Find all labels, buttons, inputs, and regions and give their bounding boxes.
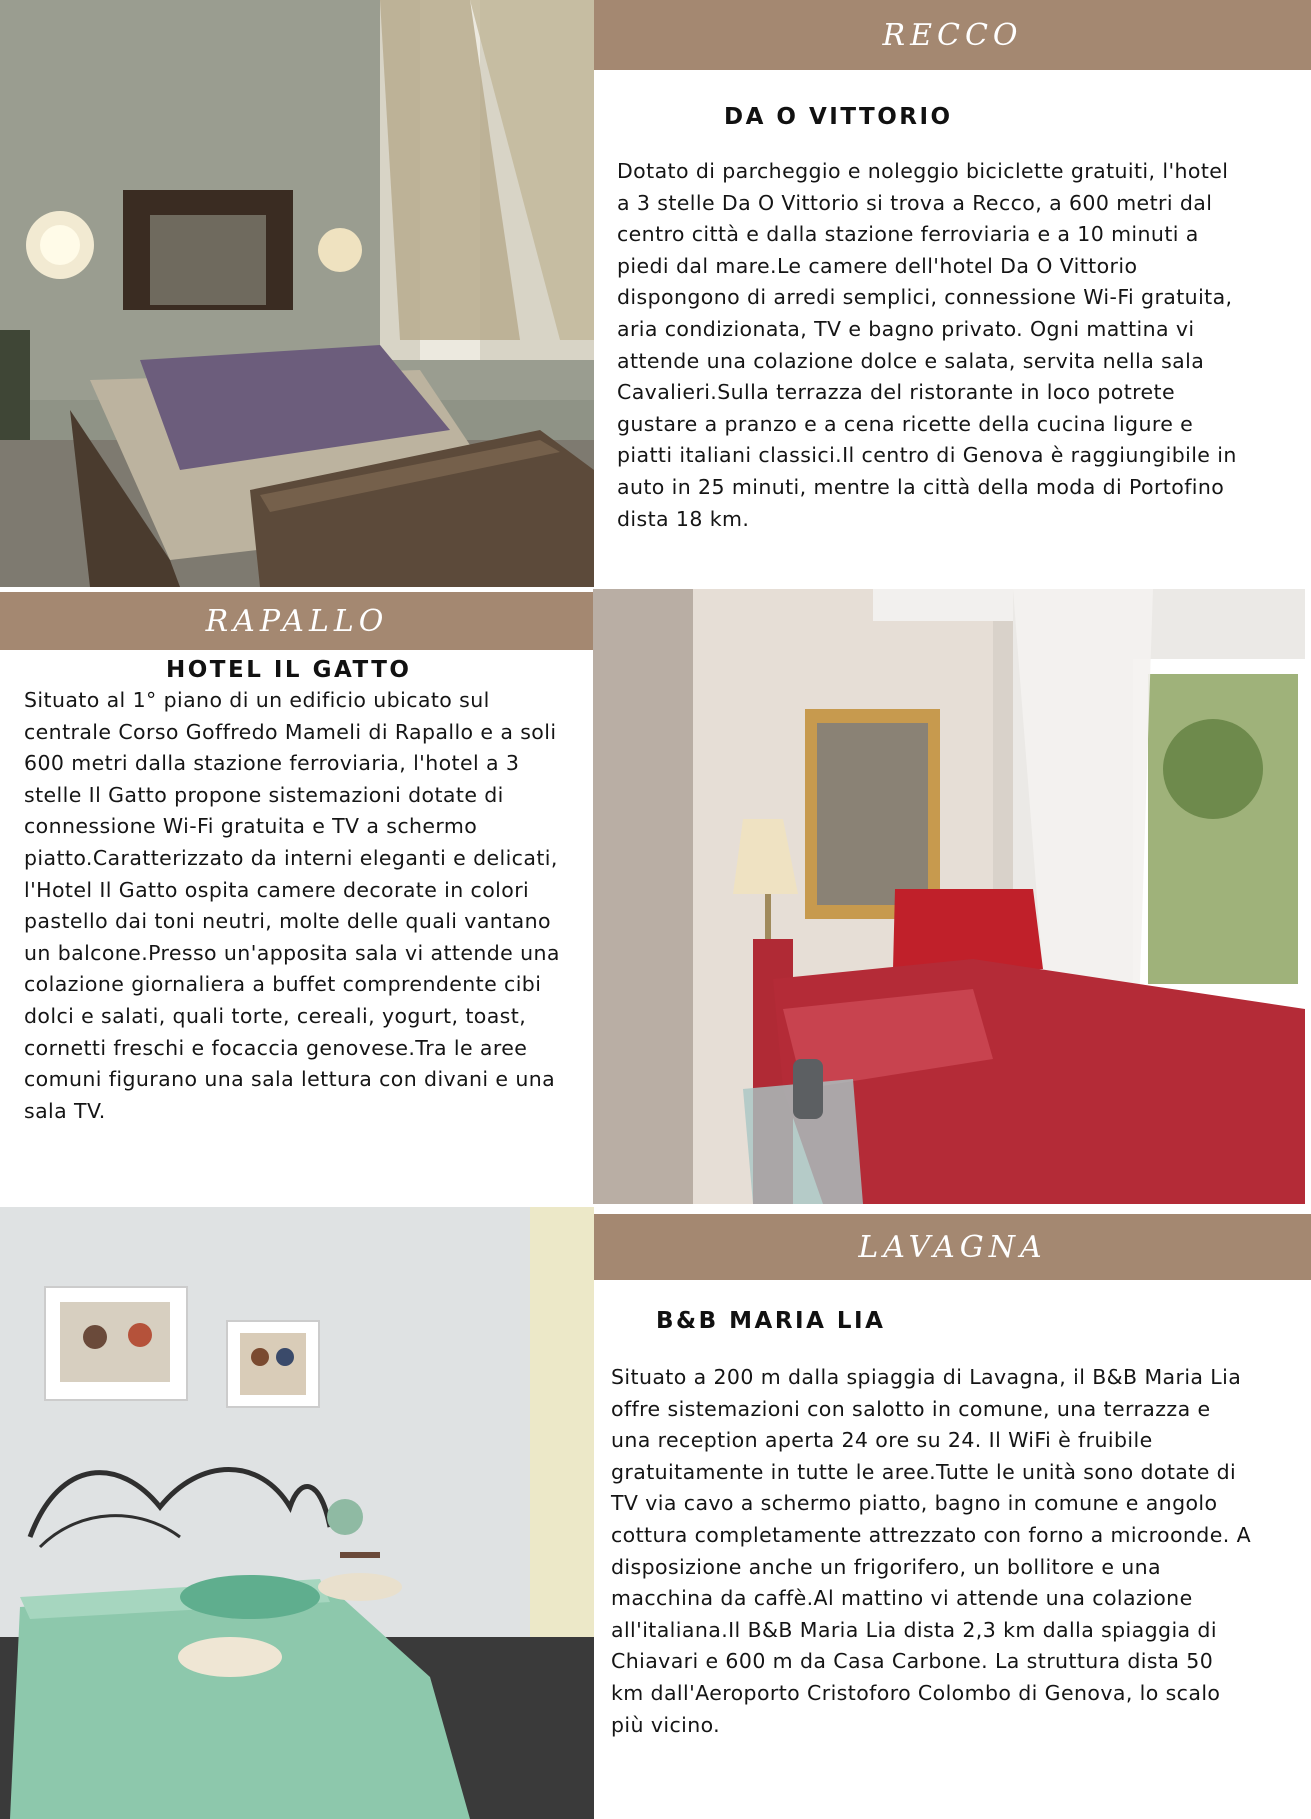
city-title: RECCO xyxy=(882,17,1023,53)
hotel-description-rapallo: Situato al 1° piano di un edificio ubicato sul centrale Corso Goffredo Mameli di Rapallo e a soli 600 metri dalla stazione ferroviaria, l'hotel a 3 stelle Il Gatto propone sistemazioni dotate di connessione Wi-Fi gratuita e TV a schermo piatto.Caratterizzato da interni eleganti e delicati, l'Hotel Il Gatto ospita camere decorate in colori pastello dai toni neutri, molte delle quali vantano un balcone.Presso un'apposita sala vi attende una colazione giornaliera a buffet comprendente cibi dolci e salati, quali torte, cereali, yogurt, toast, cornetti freschi e focaccia genovese.Tra le aree comuni figurano una sala lettura con divani e una sala TV. xyxy=(24,688,560,1123)
photo-recco-bedroom xyxy=(0,0,594,587)
photo-rapallo-bedroom xyxy=(593,589,1305,1204)
city-banner-recco xyxy=(594,0,1311,70)
hotel-description-lavagna: Situato a 200 m dalla spiaggia di Lavagna, il B&B Maria Lia offre sistemazioni con salotto in comune, una terrazza e una reception aperta 24 ore su 24. Il WiFi è fruibile gratuitamente in tutte le aree.Tutte le unità sono dotate di TV via cavo a schermo piatto, bagno in comune e angolo cottura completamente attrezzato con forno a microonde. A disposizione anche un frigorifero, un bollitore e una macchina da caffè.Al mattino vi attende una colazione all'italiana.Il B&B Maria Lia dista 2,3 km dalla spiaggia di Chiavari e 600 m da Casa Carbone. La struttura dista 50 km dall'Aeroporto Cristoforo Colombo di Genova, lo scalo più vicino. xyxy=(611,1365,1251,1737)
hotel-name-maria-lia: B&B MARIA LIA xyxy=(656,1308,886,1334)
city-banner-lavagna xyxy=(594,1214,1311,1280)
photo-lavagna-bedroom xyxy=(0,1207,594,1819)
city-title: LAVAGNA xyxy=(858,1229,1047,1265)
city-banner-rapallo xyxy=(0,592,594,650)
hotel-name-il-gatto: HOTEL IL GATTO xyxy=(166,657,412,683)
city-title: RAPALLO xyxy=(205,603,389,639)
hotel-name-da-o-vittorio: DA O VITTORIO xyxy=(724,104,953,130)
hotel-description-recco: Dotato di parcheggio e noleggio biciclette gratuiti, l'hotel a 3 stelle Da O Vittorio si trova a Recco, a 600 metri dal centro città e dalla stazione ferroviaria e a 10 minuti a piedi dal mare.Le camere dell'hotel Da O Vittorio dispongono di arredi semplici, connessione Wi-Fi gratuita, aria condizionata, TV e bagno privato. Ogni mattina vi attende una colazione dolce e salata, servita nella sala Cavalieri.Sulla terrazza del ristorante in loco potrete gustare a pranzo e a cena ricette della cucina ligure e piatti italiani classici.Il centro di Genova è raggiungibile in auto in 25 minuti, mentre la città della moda di Portofino dista 18 km. xyxy=(617,159,1237,531)
